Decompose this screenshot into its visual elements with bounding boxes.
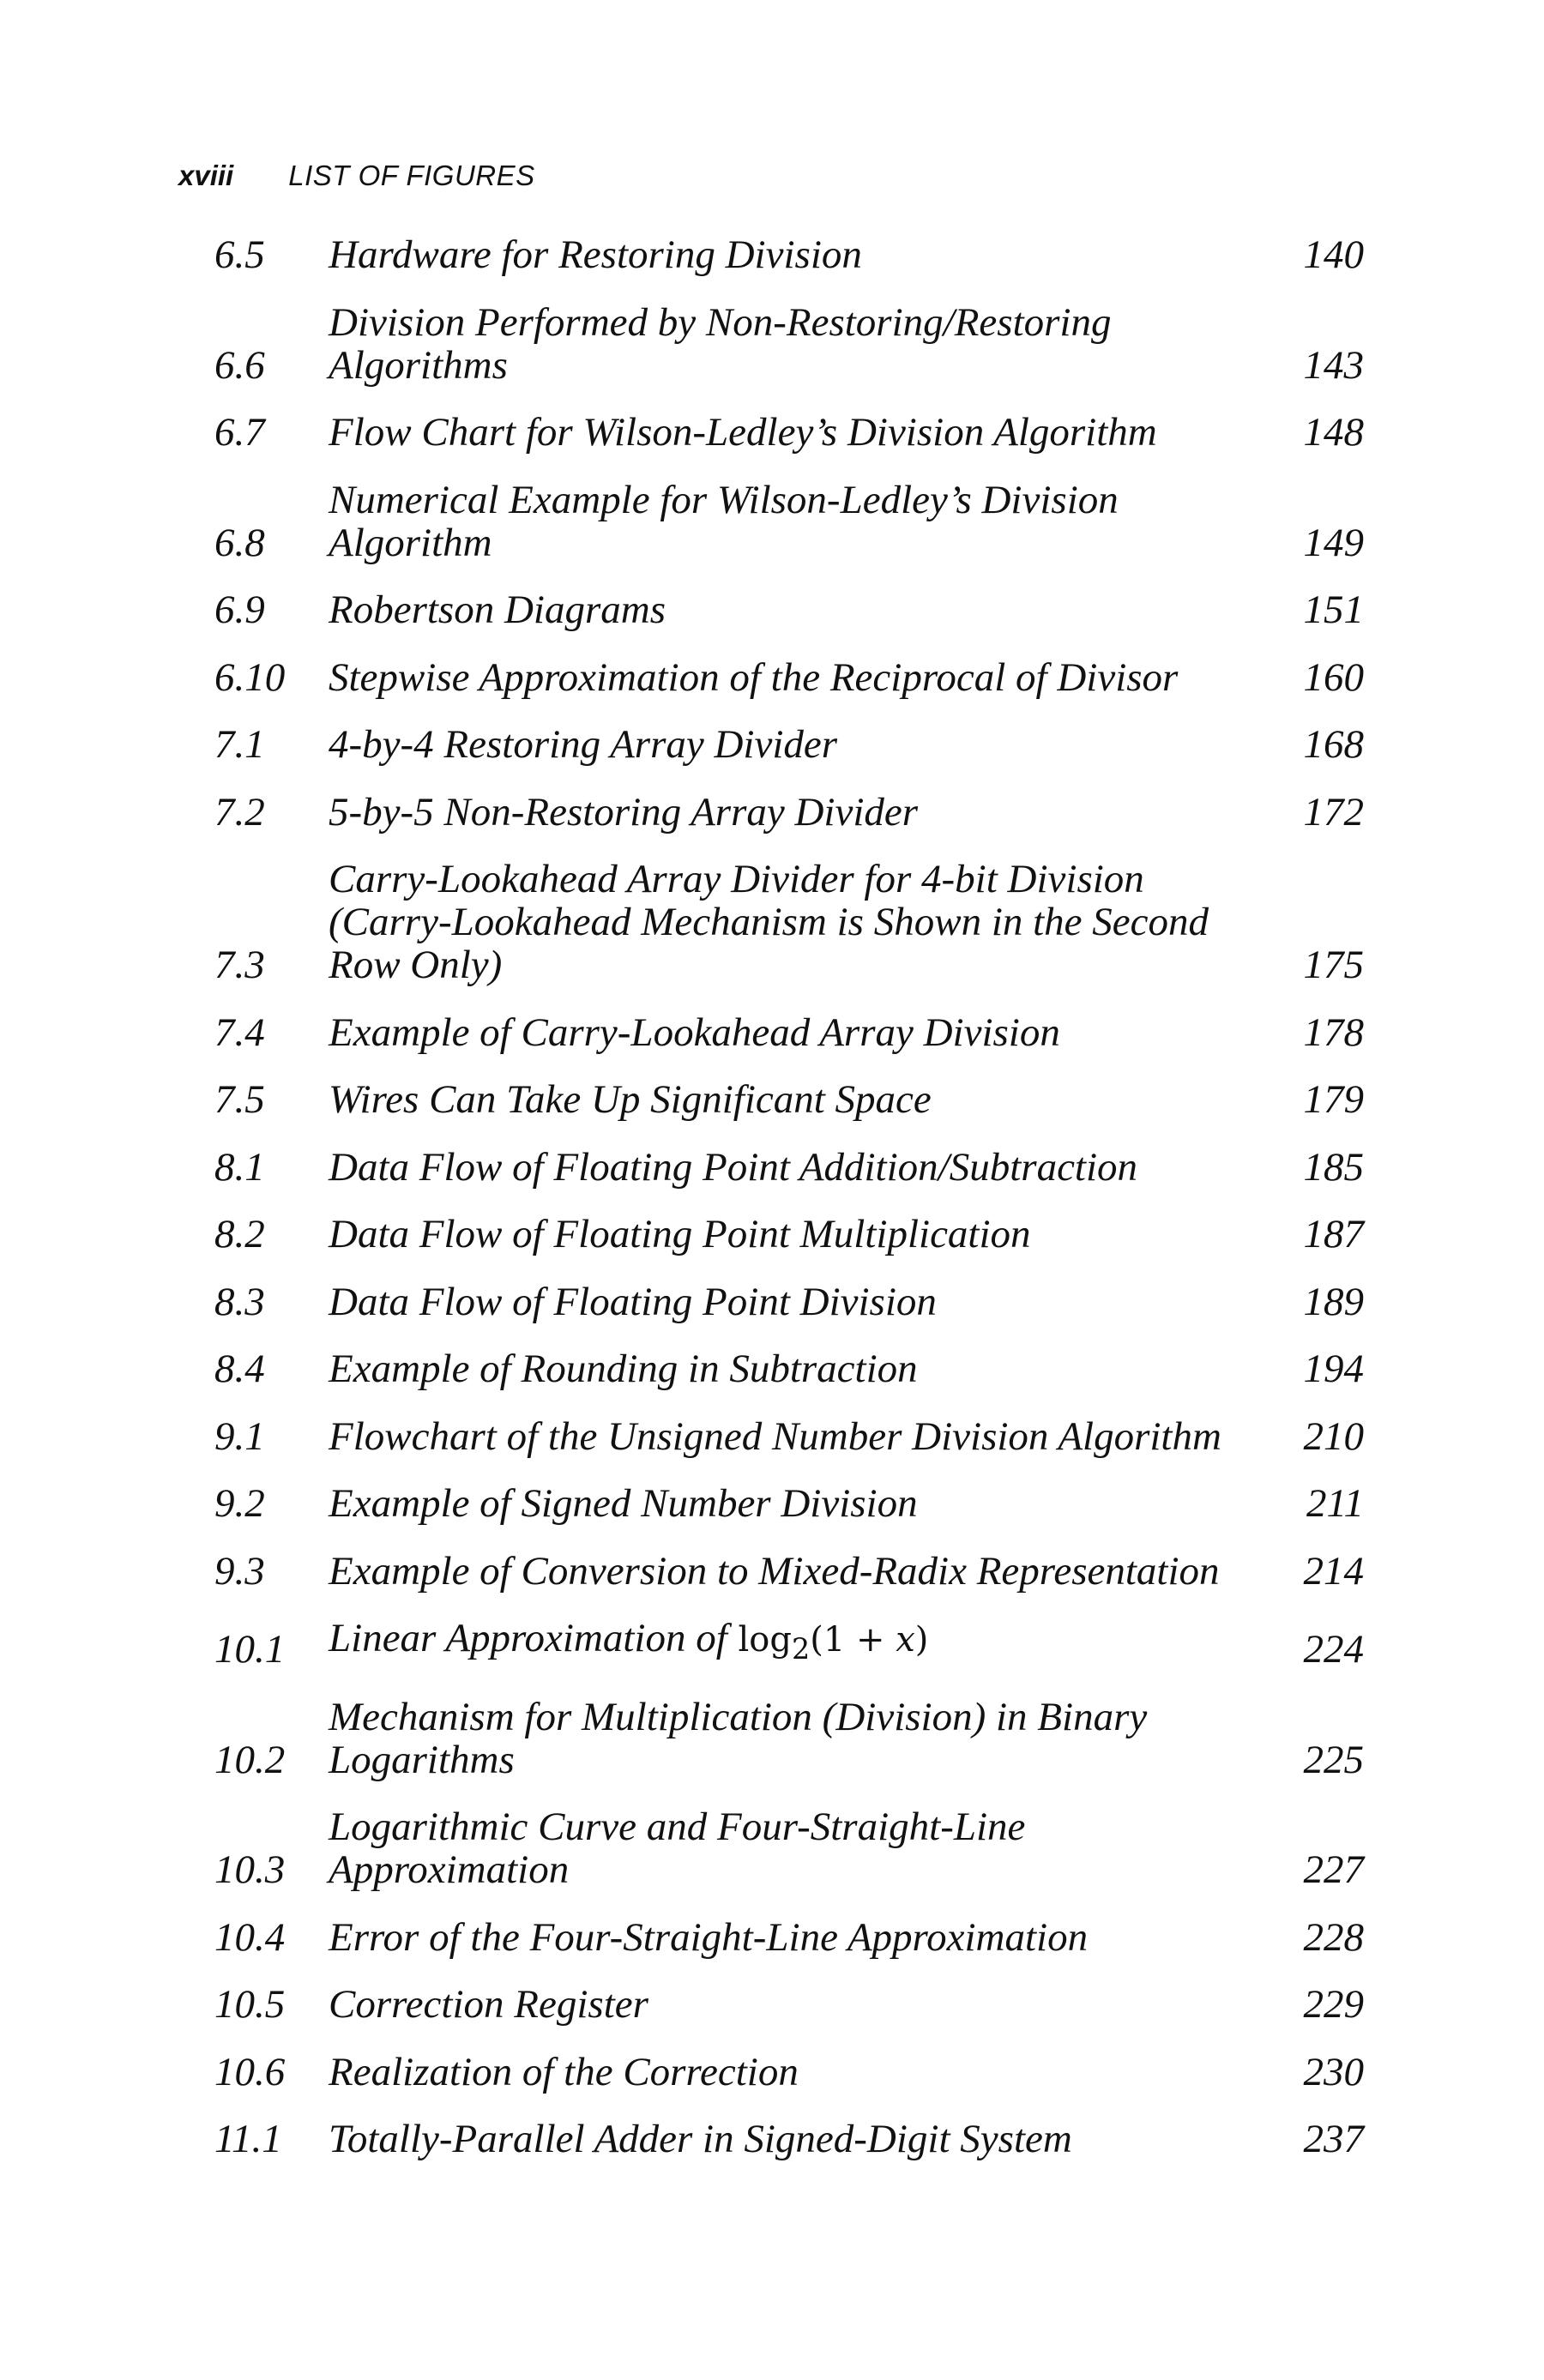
figure-entry [214, 479, 1364, 564]
figure-entry [214, 1011, 1364, 1054]
math-arg-open: (1 + [810, 1620, 896, 1660]
figure-page-number: 189 [1303, 1279, 1364, 1324]
figure-number: 6.5 [214, 232, 265, 277]
figure-title-text: Realization of the Correction [329, 2049, 799, 2094]
figure-title [329, 1550, 1295, 1593]
list-of-figures [214, 233, 1364, 2185]
figure-entry [214, 1696, 1364, 1781]
figure-title-text: Example of Carry-Lookahead Array Division [329, 1009, 1060, 1055]
figure-page-number: 140 [1303, 232, 1364, 277]
figure-title-text: Error of the Four-Straight-Line Approximation [329, 1914, 1089, 1960]
figure-title-line [329, 1011, 1278, 1054]
figure-page-number: 149 [1303, 520, 1364, 565]
figure-title [329, 1146, 1295, 1189]
figure-title [329, 588, 1295, 631]
figure-title-text: Row Only) [329, 943, 503, 987]
figure-title-line [329, 411, 1278, 454]
figure-number: 9.3 [214, 1548, 265, 1594]
figure-title-text: 4-by-4 Restoring Array Divider [329, 722, 838, 767]
figure-title-text: Algorithm [329, 520, 492, 565]
figure-title-text: (Carry-Lookahead Mechanism is Shown in the Second [329, 900, 1209, 944]
figure-entry [214, 1617, 1364, 1671]
page-number: xviii [178, 160, 234, 191]
figure-title-line [329, 1617, 1278, 1671]
figure-entry [214, 656, 1364, 699]
figure-entry [214, 723, 1364, 766]
figure-title-text: Example of Conversion to Mixed-Radix Representation [329, 1548, 1220, 1594]
figure-title [329, 1482, 1295, 1525]
figure-title [329, 1078, 1295, 1121]
math-arg-close: ) [914, 1620, 929, 1660]
figure-title-text: Flow Chart for Wilson-Ledley’s Division Algorithm [329, 410, 1157, 455]
figure-entry [214, 1146, 1364, 1189]
figure-page-number: 194 [1303, 1347, 1364, 1391]
figure-page-number: 211 [1306, 1481, 1364, 1526]
figure-title [329, 656, 1295, 699]
figure-title [329, 791, 1295, 834]
figure-number: 10.5 [214, 1982, 286, 2027]
figure-number: 9.1 [214, 1413, 265, 1459]
figure-title-line [329, 1078, 1278, 1121]
figure-entry [214, 1347, 1364, 1390]
math-function: log [738, 1620, 792, 1660]
figure-title-line [329, 233, 1278, 276]
figure-title-line [329, 1213, 1278, 1256]
figure-page-number: 224 [1303, 1627, 1364, 1672]
figure-title-text: Logarithms [329, 1737, 515, 1782]
figure-page-number: 172 [1303, 789, 1364, 835]
figure-title-text: Example of Signed Number Division [329, 1481, 918, 1526]
figure-entry [214, 1078, 1364, 1121]
figure-title-text: Division Performed by Non-Restoring/Restoring [329, 299, 1112, 345]
figure-title-line [329, 943, 1278, 986]
figure-title-line [329, 1146, 1278, 1189]
figure-entry [214, 2051, 1364, 2094]
figure-number: 7.1 [214, 722, 265, 767]
figure-title [329, 1696, 1295, 1781]
figure-page-number: 168 [1303, 722, 1364, 767]
figure-number: 7.5 [214, 1077, 265, 1122]
figure-title [329, 1415, 1295, 1458]
figure-title [329, 1280, 1295, 1323]
figure-title [329, 1983, 1295, 2026]
figure-entry [214, 411, 1364, 454]
figure-entry [214, 233, 1364, 276]
figure-title-text: Linear Approximation of [329, 1616, 727, 1660]
figure-entry [214, 1805, 1364, 1891]
figure-title-text: Data Flow of Floating Point Multiplication [329, 1212, 1031, 1256]
figure-number: 8.1 [214, 1144, 265, 1190]
figure-entry [214, 791, 1364, 834]
figure-title [329, 1011, 1295, 1054]
figure-title-line [329, 588, 1278, 631]
figure-page-number: 160 [1303, 654, 1364, 700]
figure-title-text: Wires Can Take Up Significant Space [329, 1077, 932, 1122]
figure-title-text: Correction Register [329, 1982, 648, 2027]
figure-title [329, 858, 1295, 986]
running-head [178, 160, 535, 194]
figure-number: 7.3 [214, 943, 265, 987]
figure-title-line [329, 1550, 1278, 1593]
figure-entry [214, 1916, 1364, 1959]
figure-title-text: Hardware for Restoring Division [329, 232, 862, 277]
figure-title [329, 2118, 1295, 2160]
figure-title-text: Approximation [329, 1847, 570, 1892]
figure-title-line [329, 301, 1278, 344]
figure-title [329, 723, 1295, 766]
figure-number: 7.2 [214, 789, 265, 835]
math-variable: x [896, 1620, 915, 1660]
figure-title [329, 1805, 1295, 1891]
figure-number: 8.3 [214, 1279, 265, 1324]
figure-page-number: 229 [1303, 1982, 1364, 2027]
math-expression [727, 1620, 929, 1666]
figure-title-line [329, 1916, 1278, 1959]
figure-page-number: 230 [1303, 2049, 1364, 2094]
figure-number: 11.1 [214, 2117, 282, 2161]
figure-title-line [329, 1482, 1278, 1525]
figure-title-line [329, 1848, 1278, 1891]
figure-entry [214, 858, 1364, 986]
figure-title [329, 233, 1295, 276]
figure-number: 6.10 [214, 654, 286, 700]
figure-number: 6.7 [214, 410, 265, 455]
figure-title-line [329, 521, 1278, 564]
figure-entry [214, 301, 1364, 387]
figure-title [329, 411, 1295, 454]
figure-title-line [329, 2051, 1278, 2094]
figure-number: 8.4 [214, 1347, 265, 1391]
figure-title [329, 1916, 1295, 1959]
figure-title-line [329, 791, 1278, 834]
figure-number: 10.6 [214, 2049, 286, 2094]
figure-number: 6.6 [214, 342, 265, 388]
figure-title [329, 1617, 1295, 1671]
figure-number: 10.2 [214, 1737, 286, 1782]
figure-entry [214, 1983, 1364, 2026]
figure-title-line [329, 723, 1278, 766]
figure-title [329, 479, 1295, 564]
figure-page-number: 179 [1303, 1077, 1364, 1122]
figure-entry [214, 1213, 1364, 1256]
figure-number: 6.9 [214, 587, 265, 632]
figure-title-line [329, 656, 1278, 699]
figure-title-line [329, 1805, 1278, 1848]
figure-title-line [329, 479, 1278, 521]
figure-title-line [329, 344, 1278, 387]
figure-title-line [329, 1415, 1278, 1458]
figure-title [329, 301, 1295, 387]
figure-title [329, 2051, 1295, 2094]
figure-title-text: Flowchart of the Unsigned Number Division Algorithm [329, 1413, 1221, 1459]
figure-title-line [329, 2118, 1278, 2160]
figure-title-text: Logarithmic Curve and Four-Straight-Line [329, 1805, 1026, 1849]
figure-page-number: 151 [1303, 587, 1364, 632]
figure-entry [214, 1415, 1364, 1458]
figure-page-number: 185 [1303, 1144, 1364, 1190]
figure-page-number: 227 [1303, 1847, 1364, 1892]
figure-title-line [329, 1347, 1278, 1390]
figure-number: 10.1 [214, 1627, 286, 1672]
figure-entry [214, 2118, 1364, 2160]
figure-page-number: 228 [1303, 1914, 1364, 1960]
figure-title-text: Numerical Example for Wilson-Ledley’s Division [329, 477, 1119, 522]
figure-title-text: Carry-Lookahead Array Divider for 4-bit Division [329, 857, 1144, 901]
running-head-title: LIST OF FIGURES [288, 160, 535, 191]
figure-title [329, 1213, 1295, 1256]
figure-title-text: Data Flow of Floating Point Division [329, 1279, 937, 1324]
figure-number: 8.2 [214, 1212, 265, 1256]
figure-entry [214, 1280, 1364, 1323]
figure-title [329, 1347, 1295, 1390]
figure-page-number: 187 [1303, 1212, 1364, 1256]
figure-title-text: Totally-Parallel Adder in Signed-Digit System [329, 2117, 1072, 2161]
figure-title-line [329, 901, 1278, 943]
figure-page-number: 175 [1303, 943, 1364, 987]
figure-title-line [329, 1280, 1278, 1323]
figure-title-text: Stepwise Approximation of the Reciprocal of Divisor [329, 654, 1179, 700]
figure-page-number: 143 [1303, 342, 1364, 388]
figure-page-number: 214 [1303, 1548, 1364, 1594]
figure-title-text: Mechanism for Multiplication (Division) in Binary [329, 1694, 1148, 1739]
figure-title-text: Data Flow of Floating Point Addition/Subtraction [329, 1144, 1138, 1190]
figure-title-line [329, 1696, 1278, 1738]
figure-entry [214, 588, 1364, 631]
figure-title-line [329, 1983, 1278, 2026]
figure-title-text: Example of Rounding in Subtraction [329, 1347, 918, 1391]
figure-page-number: 237 [1303, 2117, 1364, 2161]
figure-number: 7.4 [214, 1009, 265, 1055]
figure-number: 6.8 [214, 520, 265, 565]
figure-page-number: 178 [1303, 1009, 1364, 1055]
figure-page-number: 210 [1303, 1413, 1364, 1459]
figure-number: 9.2 [214, 1481, 265, 1526]
figure-title-text: Algorithms [329, 342, 508, 388]
figure-number: 10.3 [214, 1847, 286, 1892]
figure-entry [214, 1482, 1364, 1525]
figure-entry [214, 1550, 1364, 1593]
math-subscript: 2 [792, 1632, 811, 1666]
figure-title-line [329, 858, 1278, 901]
figure-page-number: 225 [1303, 1737, 1364, 1782]
figure-number: 10.4 [214, 1914, 286, 1960]
figure-title-text: 5-by-5 Non-Restoring Array Divider [329, 789, 919, 835]
figure-page-number: 148 [1303, 410, 1364, 455]
figure-title-line [329, 1738, 1278, 1781]
figure-title-text: Robertson Diagrams [329, 587, 666, 632]
